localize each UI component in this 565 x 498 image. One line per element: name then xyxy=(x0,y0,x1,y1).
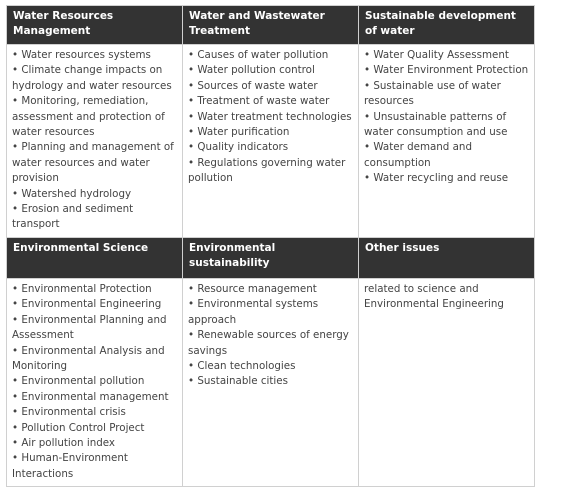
list-item xyxy=(364,63,529,78)
list-item-text: Water purification xyxy=(197,126,290,139)
list-item-text: Climate change impacts on hydrology and water resources xyxy=(12,64,172,92)
bullet-icon: • xyxy=(12,406,22,419)
list-item xyxy=(12,202,177,233)
bullet-icon: • xyxy=(364,172,374,185)
list-item-text: Sustainable cities xyxy=(197,375,288,388)
list-item-text: Unsustainable patterns of water consumption and use xyxy=(364,110,508,139)
list-item xyxy=(188,125,353,140)
bullet-icon: • xyxy=(364,49,374,61)
bullet-icon: • xyxy=(12,298,22,311)
list-item-text: Sustainable use of water resources xyxy=(364,79,501,108)
bullet-icon: • xyxy=(12,452,22,465)
list-item-text: Water Quality Assessment xyxy=(373,49,509,61)
list-item xyxy=(12,48,177,63)
list-item-text: Sources of waste water xyxy=(197,79,318,92)
list-item-text: Causes of water pollution xyxy=(197,49,329,61)
section-list-water-wastewater-treatment xyxy=(183,45,359,238)
bullet-icon: • xyxy=(188,298,198,311)
bullet-icon: • xyxy=(188,360,198,373)
bullet-icon: • xyxy=(188,283,198,295)
list-item xyxy=(188,48,353,63)
list-item-text: Water treatment technologies xyxy=(197,110,352,123)
bullet-icon: • xyxy=(12,390,22,403)
list-item xyxy=(188,374,353,389)
list-item-text: Environmental Engineering xyxy=(21,298,162,311)
list-item xyxy=(364,79,529,110)
section-heading-water-resources-management: Water Resources Management xyxy=(7,6,183,45)
other-issues-text: related to science and Environmental Engineering xyxy=(364,283,504,311)
list-item-text: Environmental Protection xyxy=(21,283,152,295)
list-item-text: Water pollution control xyxy=(197,64,315,77)
bullet-icon: • xyxy=(364,110,374,123)
list-item-text: Pollution Control Project xyxy=(21,421,145,434)
bullet-icon: • xyxy=(364,64,374,77)
section-heading-water-wastewater-treatment: Water and Wastewater Treatment xyxy=(183,6,359,45)
list-item-text: Erosion and sediment transport xyxy=(12,203,134,231)
list-item xyxy=(364,110,529,141)
list-item-text: Environmental pollution xyxy=(21,375,145,388)
list-item-text: Air pollution index xyxy=(21,437,116,450)
list-item xyxy=(364,48,529,63)
list-item-text: Water demand and consumption xyxy=(364,141,472,169)
bullet-icon: • xyxy=(12,95,22,108)
bullet-icon: • xyxy=(188,79,198,92)
list-item xyxy=(188,63,353,78)
list-item xyxy=(364,140,529,171)
list-item xyxy=(12,313,177,344)
bullet-icon: • xyxy=(12,344,22,357)
list-item xyxy=(188,156,353,187)
list-item xyxy=(12,436,177,451)
section-list-sustainable-development-water xyxy=(359,45,535,238)
list-item-text: Resource management xyxy=(197,283,317,295)
topics-table xyxy=(6,5,535,487)
list-item-text: Water recycling and reuse xyxy=(373,172,509,185)
list-item-text: Environmental management xyxy=(21,390,169,403)
bullet-icon: • xyxy=(188,64,198,77)
bullet-icon: • xyxy=(12,313,22,326)
bullet-icon: • xyxy=(188,126,198,139)
bullet-icon: • xyxy=(12,187,22,200)
list-item xyxy=(188,359,353,374)
list-item-text: Environmental systems approach xyxy=(188,298,319,326)
section-text-other-issues xyxy=(359,279,535,487)
list-item xyxy=(12,94,177,140)
bullet-icon: • xyxy=(12,437,22,450)
section-list-water-resources-management xyxy=(7,45,183,238)
bullet-icon: • xyxy=(12,421,22,434)
bullet-icon: • xyxy=(12,375,22,388)
bullet-icon: • xyxy=(12,64,22,77)
list-item-text: Clean technologies xyxy=(197,360,296,373)
bullet-icon: • xyxy=(12,203,22,216)
section-heading-environmental-sustainability: Environmental sustainability xyxy=(183,238,359,279)
list-item-text: Quality indicators xyxy=(197,141,289,154)
header-row xyxy=(7,238,535,279)
section-list-environmental-sustainability xyxy=(183,279,359,487)
bullet-icon: • xyxy=(12,141,22,154)
list-item-text: Human-Environment Interactions xyxy=(12,452,128,480)
bullet-icon: • xyxy=(188,110,198,123)
list-item-text: Renewable sources of energy savings xyxy=(188,329,349,357)
list-item-text: Planning and management of water resources and water provision xyxy=(12,141,174,185)
list-item xyxy=(12,451,177,482)
header-row xyxy=(7,6,535,45)
section-heading-sustainable-development-water: Sustainable development of water xyxy=(359,6,535,45)
content-row xyxy=(7,279,535,487)
list-item xyxy=(12,390,177,405)
list-item xyxy=(188,282,353,297)
list-item-text: Environmental Planning and Assessment xyxy=(12,313,167,342)
list-item xyxy=(364,171,529,186)
list-item xyxy=(12,282,177,297)
list-item-text: Regulations governing water pollution xyxy=(188,156,346,185)
list-item xyxy=(188,110,353,125)
list-item xyxy=(12,187,177,202)
list-item xyxy=(12,297,177,312)
bullet-icon: • xyxy=(188,49,198,61)
list-item-text: Environmental crisis xyxy=(21,406,126,419)
list-item xyxy=(188,328,353,359)
bullet-icon: • xyxy=(188,95,198,108)
list-item xyxy=(188,140,353,155)
list-item-text: Monitoring, remediation, assessment and protection of water resources xyxy=(12,95,165,139)
section-list-environmental-science xyxy=(7,279,183,487)
content-row xyxy=(7,45,535,238)
list-item xyxy=(12,374,177,389)
list-item xyxy=(12,405,177,420)
list-item xyxy=(188,297,353,328)
bullet-icon: • xyxy=(188,141,198,154)
bullet-icon: • xyxy=(188,375,198,388)
bullet-icon: • xyxy=(364,141,374,154)
list-item-text: Watershed hydrology xyxy=(21,187,132,200)
list-item-text: Water resources systems xyxy=(21,49,151,61)
list-item xyxy=(188,79,353,94)
bullet-icon: • xyxy=(12,49,22,61)
list-item xyxy=(188,94,353,109)
bullet-icon: • xyxy=(188,156,198,169)
bullet-icon: • xyxy=(12,283,22,295)
list-item xyxy=(12,63,177,94)
list-item-text: Environmental Analysis and Monitoring xyxy=(12,344,165,373)
list-item xyxy=(12,344,177,375)
list-item xyxy=(12,421,177,436)
bullet-icon: • xyxy=(188,329,198,342)
section-heading-environmental-science: Environmental Science xyxy=(7,238,183,279)
list-item xyxy=(12,140,177,186)
list-item-text: Treatment of waste water xyxy=(197,95,330,108)
bullet-icon: • xyxy=(364,79,374,92)
list-item-text: Water Environment Protection xyxy=(373,64,529,77)
section-heading-other-issues: Other issues xyxy=(359,238,535,279)
